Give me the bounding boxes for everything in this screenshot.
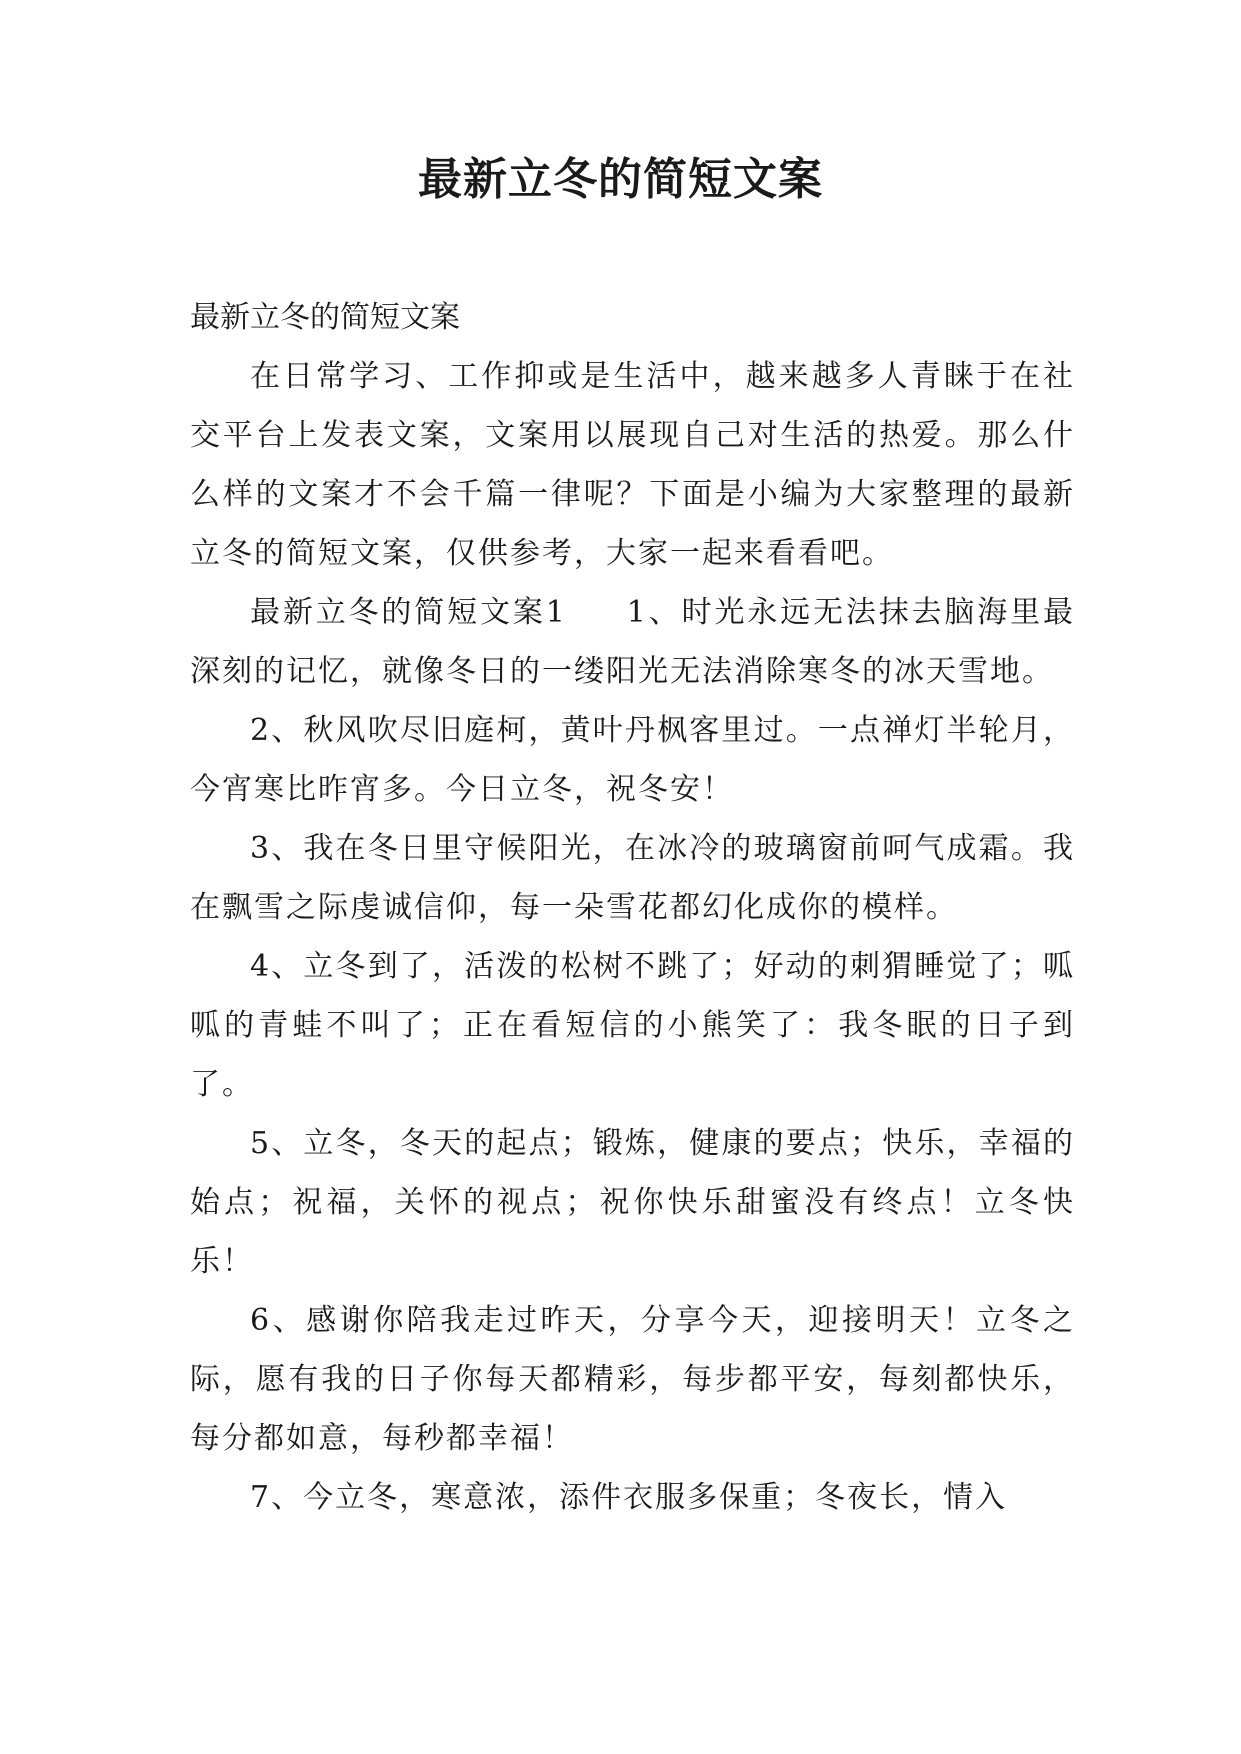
section-paragraph <box>190 583 1075 701</box>
item-5: 5、立冬，冬天的起点；锻炼，健康的要点；快乐，幸福的始点；祝福，关怀的视点；祝你快乐甜蜜没有终点！立冬快乐！ <box>190 1126 1075 1279</box>
item-7: 7、今立冬，寒意浓，添件衣服多保重；冬夜长，情入 <box>250 1480 1008 1515</box>
document-body <box>190 288 1075 1527</box>
item-3: 3、我在冬日里守候阳光，在冰冷的玻璃窗前呵气成霜。我在飘雪之际虔诚信仰，每一朵雪花都幻化成你的模样。 <box>190 831 1075 925</box>
document-title: 最新立冬的简短文案 <box>418 154 823 205</box>
section-heading: 最新立冬的简短文案1 <box>250 595 567 630</box>
item-2: 2、秋风吹尽旧庭柯，黄叶丹枫客里过。一点禅灯半轮月，今宵寒比昨宵多。今日立冬，祝冬安！ <box>190 713 1075 807</box>
item-1: 1、时光永远无法抹去脑海里最深刻的记忆，就像冬日的一缕阳光无法消除寒冬的冰天雪地。 <box>190 595 1075 689</box>
item-4: 4、立冬到了，活泼的松树不跳了；好动的刺猬睡觉了；呱呱的青蛙不叫了；正在看短信的小熊笑了：我冬眠的日子到了。 <box>190 949 1075 1102</box>
intro-paragraph: 在日常学习、工作抑或是生活中，越来越多人青睐于在社交平台上发表文案，文案用以展现自己对生活的热爱。那么什么样的文案才不会千篇一律呢？下面是小编为大家整理的最新立冬的简短文案，仅供参考，大家一起来看看吧。 <box>190 359 1075 571</box>
document-subtitle: 最新立冬的简短文案 <box>190 300 460 335</box>
item-6: 6、感谢你陪我走过昨天，分享今天，迎接明天！立冬之际，愿有我的日子你每天都精彩，每步都平安，每刻都快乐，每分都如意，每秒都幸福！ <box>190 1303 1075 1456</box>
